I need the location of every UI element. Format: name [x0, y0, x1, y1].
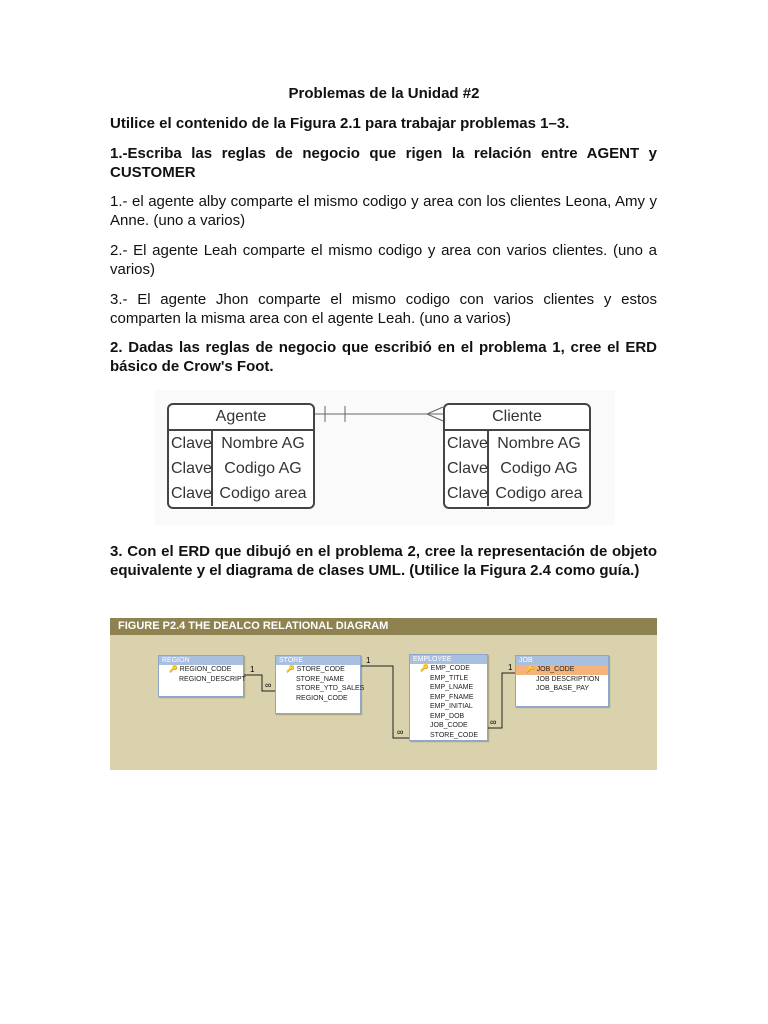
- table-name: STORE: [276, 656, 360, 665]
- table-field: EMP_LNAME: [430, 684, 474, 691]
- key-icon: 🔑: [286, 666, 295, 673]
- erd-attribute-key: Clave: [445, 481, 489, 506]
- key-icon: 🔑: [420, 665, 429, 672]
- erd-entity-client: [443, 403, 591, 509]
- erd-attribute-key: Clave: [169, 456, 213, 481]
- erd-attribute-key: Clave: [445, 456, 489, 481]
- table-field: EMP_TITLE: [430, 674, 469, 682]
- page-title: Problemas de la Unidad #2: [288, 85, 480, 102]
- erd-attribute-value: Codigo AG: [500, 460, 578, 477]
- erd-crow-foot: [427, 407, 443, 414]
- table-field: EMP_DOB: [430, 712, 465, 720]
- field-name: JOB_CODE: [536, 666, 575, 673]
- table-field: JOB_BASE_PAY: [536, 685, 590, 692]
- erd-attribute-row: [169, 456, 313, 481]
- cardinality-many-label: ∞: [397, 727, 404, 737]
- erd-attribute-row: [169, 481, 313, 506]
- answer-1: 1.- el agente alby comparte el mismo codigo y area con los clientes Leona, Amy y Anne. (uno a varios): [110, 193, 657, 229]
- field-name: REGION_CODE: [179, 666, 232, 673]
- figure-dealco-relational-diagram: [110, 618, 657, 770]
- erd-attribute-key: Clave: [169, 481, 213, 506]
- erd-attribute-value: Codigo area: [219, 485, 307, 502]
- erd-attribute-key: Clave: [169, 431, 213, 456]
- cardinality-one-label: 1: [250, 665, 255, 674]
- table-field: JOB_CODE: [430, 722, 468, 729]
- crows-foot-erd: [155, 390, 615, 525]
- erd-attribute-row: [445, 456, 589, 481]
- erd-attribute-value: Codigo area: [495, 485, 583, 502]
- table-store: [275, 655, 365, 714]
- erd-entity-agent: [167, 403, 315, 509]
- problem-2-text: 2. Dadas las reglas de negocio que escribió en el problema 1, cree el ERD básico de Crow's Foot.: [110, 339, 657, 375]
- table-primary-key: [516, 665, 608, 675]
- erd-attribute-row: [445, 431, 589, 456]
- field-name: EMP_CODE: [430, 665, 470, 672]
- answer-3: 3.- El agente Jhon comparte el mismo codigo con varios clientes y estos comparten la misma area con el agente Leah. (uno a varios): [110, 291, 657, 327]
- erd-attribute-key: Clave: [445, 431, 489, 456]
- table-field: REGION_DESCRIPT: [179, 675, 246, 683]
- table-job: [515, 655, 609, 707]
- cardinality-many-label: ∞: [490, 717, 497, 727]
- table-primary-key: [159, 665, 243, 675]
- table-field: STORE_YTD_SALES: [296, 685, 365, 692]
- erd-attribute-row: [445, 481, 589, 506]
- cardinality-many-label: ∞: [265, 680, 272, 690]
- table-name: JOB: [516, 656, 608, 665]
- field-name: STORE_CODE: [296, 666, 345, 673]
- erd-attribute-row: [169, 431, 313, 456]
- table-field: JOB DESCRIPTION: [536, 675, 600, 683]
- table-region: [158, 655, 244, 697]
- problem-3-text: 3. Con el ERD que dibujó en el problema 2, cree la representación de objeto equivalente y el diagrama de clases UML. (Utilice la Figura 2.4 como guía.): [110, 543, 657, 579]
- table-field: STORE_NAME: [296, 675, 345, 683]
- answer-2: 2.- El agente Leah comparte el mismo codigo y area con varios clientes. (uno a varios): [110, 242, 657, 278]
- cardinality-one-label: 1: [508, 663, 513, 672]
- intro-text: Utilice el contenido de la Figura 2.1 para trabajar problemas 1–3.: [110, 115, 570, 132]
- table-field: REGION_CODE: [296, 694, 348, 702]
- erd-entity-name: Cliente: [445, 405, 589, 431]
- figure-caption: FIGURE P2.4 THE DEALCO RELATIONAL DIAGRAM: [110, 618, 657, 635]
- erd-entity-name: Agente: [169, 405, 313, 431]
- table-primary-key: [410, 664, 487, 674]
- table-name: EMPLOYEE: [410, 655, 487, 664]
- erd-attribute-value: Nombre AG: [497, 435, 581, 452]
- key-icon: 🔑: [169, 666, 178, 673]
- table-name: REGION: [159, 656, 243, 665]
- erd-crow-foot: [427, 414, 443, 421]
- table-employee: [409, 654, 488, 741]
- table-field: EMP_FNAME: [430, 693, 474, 701]
- cardinality-one-label: 1: [366, 656, 371, 665]
- key-icon: 🔑: [526, 666, 535, 673]
- erd-attribute-value: Nombre AG: [221, 435, 305, 452]
- erd-attribute-value: Codigo AG: [224, 460, 302, 477]
- table-field: EMP_INITIAL: [430, 703, 473, 710]
- table-primary-key: [276, 665, 360, 675]
- problem-1-text: 1.-Escriba las reglas de negocio que rigen la relación entre AGENT y CUSTOMER: [110, 145, 657, 181]
- table-field: STORE_CODE: [430, 731, 479, 739]
